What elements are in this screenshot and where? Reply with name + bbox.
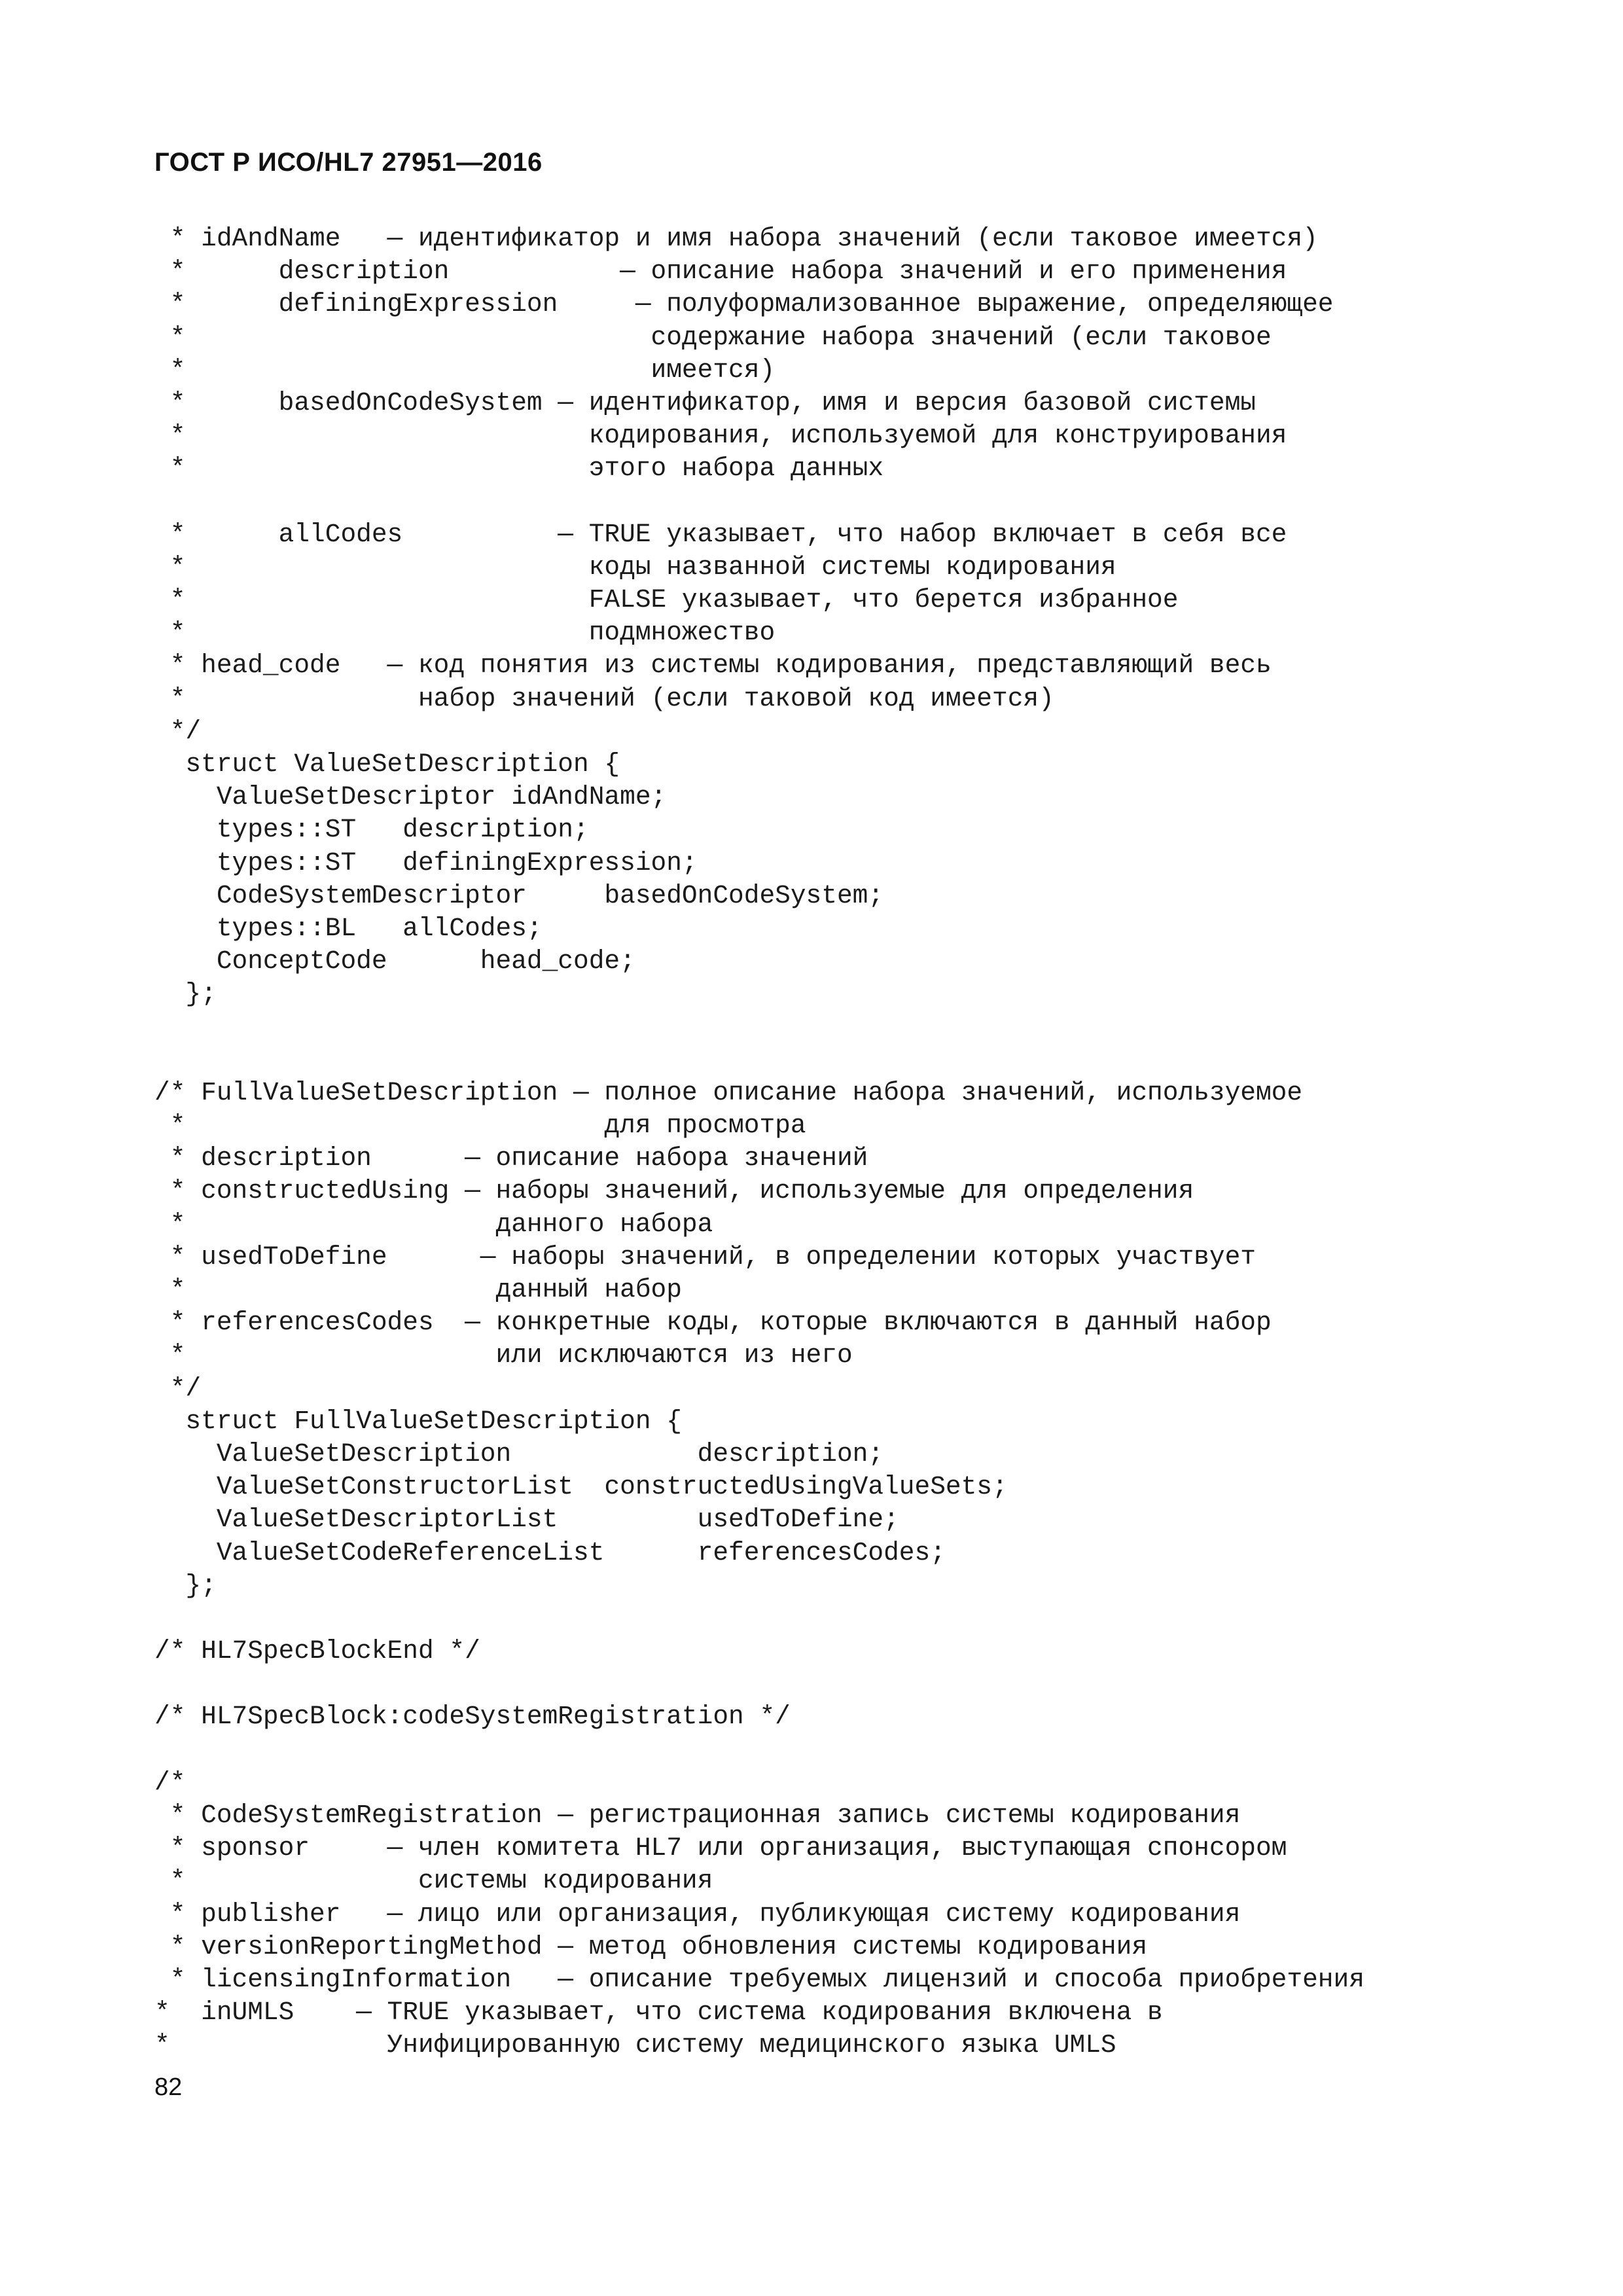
code-line: * коды названной системы кодирования — [154, 552, 1116, 582]
document-header: ГОСТ Р ИСО/HL7 27951—2016 — [154, 148, 543, 177]
code-line: ConceptCode head_code; — [154, 946, 635, 977]
code-line: * данного набора — [154, 1209, 713, 1239]
code-line: * versionReportingMethod — метод обновления системы кодирования — [154, 1931, 1148, 1962]
code-line: CodeSystemDescriptor basedOnCodeSystem; — [154, 880, 884, 910]
code-line: * набор значений (если таковой код имеется) — [154, 683, 1054, 713]
code-line: }; — [154, 1570, 217, 1600]
code-line — [154, 1011, 1489, 1044]
code-line: * Унифицированную систему медицинского языка UMLS — [154, 2030, 1116, 2060]
page-number: 82 — [154, 2073, 183, 2101]
code-line: /* HL7SpecBlockEnd */ — [154, 1636, 480, 1666]
code-line: * licensingInformation — описание требуемых лицензий и способа приобретения — [154, 1964, 1364, 1994]
code-line: * idAndName — идентификатор и имя набора значений (если таковое имеется) — [154, 224, 1318, 253]
code-line: types::ST definingExpression; — [154, 848, 698, 878]
code-line: /* FullValueSetDescription — полное описание набора значений, используемое — [154, 1077, 1303, 1107]
code-line: * или исключаются из него — [154, 1340, 853, 1371]
code-line: * referencesCodes — конкретные коды, которые включаются в данный набор — [154, 1308, 1272, 1338]
code-line — [154, 1044, 1489, 1077]
code-line — [154, 1602, 1489, 1635]
code-listing — [154, 223, 1489, 2062]
code-line: * allCodes — TRUE указывает, что набор включает в себя все — [154, 519, 1287, 549]
code-line: * FALSE указывает, что берется избранное — [154, 585, 1179, 615]
code-line: * constructedUsing — наборы значений, используемые для определения — [154, 1176, 1194, 1206]
code-line: * description — описание набора значений и его применения — [154, 257, 1287, 287]
code-line: ValueSetDescriptorList usedToDefine; — [154, 1505, 899, 1535]
code-line: * inUMLS — TRUE указывает, что система кодирования включена в — [154, 1998, 1163, 2028]
code-line — [154, 1734, 1489, 1767]
code-line: * этого набора данных — [154, 454, 884, 484]
code-line: * данный набор — [154, 1275, 682, 1304]
code-line: ValueSetCodeReferenceList referencesCodes; — [154, 1537, 946, 1568]
code-line: * CodeSystemRegistration — регистрационная запись системы кодирования — [154, 1801, 1241, 1830]
code-line: types::ST description; — [154, 815, 589, 845]
code-line: * sponsor — член комитета HL7 или организация, выступающая спонсором — [154, 1833, 1287, 1863]
code-line: * кодирования, используемой для конструирования — [154, 421, 1287, 451]
code-line: */ — [154, 716, 202, 746]
code-line: /* HL7SpecBlock:codeSystemRegistration */ — [154, 1702, 791, 1732]
code-line: * publisher — лицо или организация, публикующая систему кодирования — [154, 1899, 1241, 1929]
code-line: * имеется) — [154, 355, 776, 385]
code-line: types::BL allCodes; — [154, 913, 543, 943]
code-line: * head_code — код понятия из системы кодирования, представляющий весь — [154, 651, 1272, 681]
code-line: * подмножество — [154, 618, 776, 648]
code-line — [154, 486, 1489, 518]
code-line: * для просмотра — [154, 1111, 806, 1141]
code-line: * basedOnCodeSystem — идентификатор, имя и версия базовой системы — [154, 387, 1256, 418]
code-line: ValueSetConstructorList constructedUsingValueSets; — [154, 1472, 1008, 1502]
code-line: struct FullValueSetDescription { — [154, 1406, 682, 1436]
code-line: /* — [154, 1767, 186, 1797]
code-line — [154, 1668, 1489, 1700]
code-line: * description — описание набора значений — [154, 1143, 868, 1174]
code-line: */ — [154, 1373, 202, 1403]
code-line: }; — [154, 979, 217, 1009]
code-line: ValueSetDescriptor idAndName; — [154, 782, 667, 812]
code-line: * usedToDefine — наборы значений, в определении которых участвует — [154, 1242, 1256, 1272]
code-line: * системы кодирования — [154, 1866, 713, 1896]
code-line: struct ValueSetDescription { — [154, 749, 620, 779]
code-line: * definingExpression — полуформализованное выражение, определяющее — [154, 289, 1334, 319]
code-line: * содержание набора значений (если таковое — [154, 322, 1272, 352]
code-line: ValueSetDescription description; — [154, 1439, 884, 1469]
